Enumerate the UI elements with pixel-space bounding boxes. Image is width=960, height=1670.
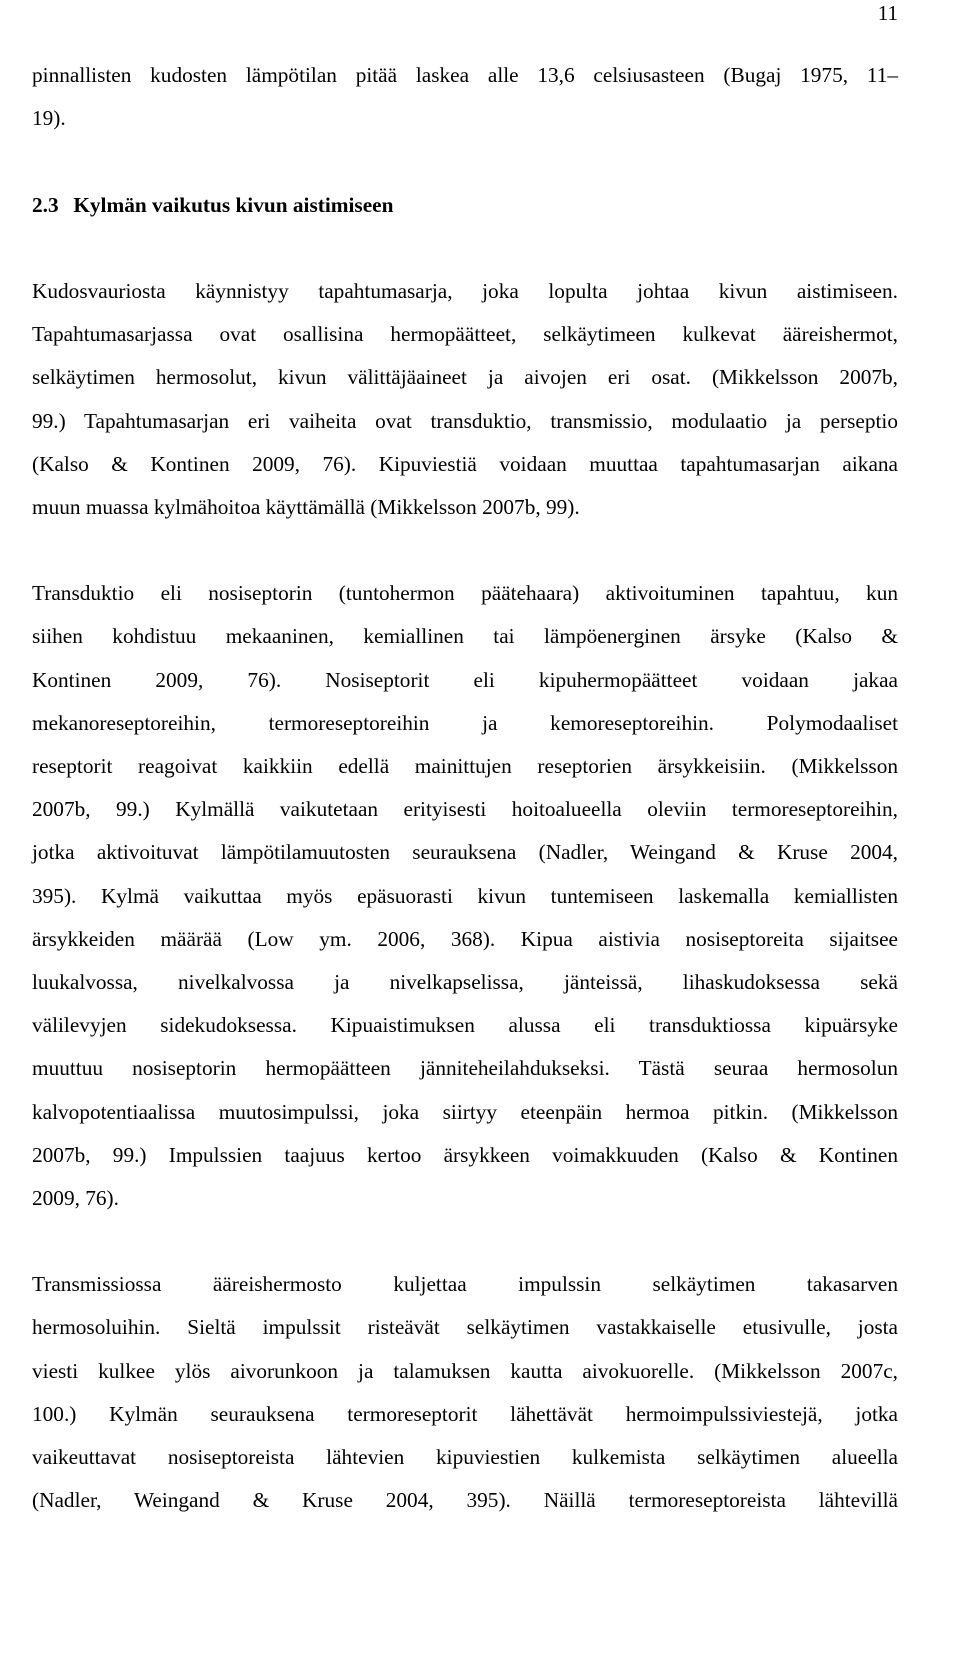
paragraph-continuation (32, 54, 898, 140)
paragraph-line: Transduktio eli nosiseptorin (tuntohermon päätehaara) aktivoituminen tapahtuu, kun (32, 581, 898, 606)
paragraph-line: 2007b, 99.) Kylmällä vaikutetaan erityisesti hoitoalueella oleviin termoreseptoreihin, (32, 797, 898, 822)
paragraph-gap (32, 1220, 898, 1263)
paragraph-gap (32, 140, 898, 183)
paragraph-line: 100.) Kylmän seurauksena termoreseptorit lähettävät hermoimpulssiviestejä, jotka (32, 1401, 898, 1426)
section-number: 2.3 (32, 192, 59, 217)
paragraph-line: siihen kohdistuu mekaaninen, kemiallinen tai lämpöenerginen ärsyke (Kalso & (32, 624, 898, 649)
paragraph-line: muun muassa kylmähoitoa käyttämällä (Mikkelsson 2007b, 99). (32, 494, 580, 519)
paragraph-line: muuttuu nosiseptorin hermopäätteen jänniteheilahdukseksi. Tästä seuraa hermosolun (32, 1056, 898, 1081)
paragraph-line: ärsykkeiden määrää (Low ym. 2006, 368). Kipua aistivia nosiseptoreita sijaitsee (32, 926, 898, 951)
paragraph-line: (Nadler, Weingand & Kruse 2004, 395). Näillä termoreseptoreista lähtevillä (32, 1488, 898, 1513)
paragraph-line: 2007b, 99.) Impulssien taajuus kertoo ärsykkeen voimakkuuden (Kalso & Kontinen (32, 1142, 898, 1167)
paragraph-line: vaikeuttavat nosiseptoreista lähtevien kipuviestien kulkemista selkäytimen alueella (32, 1445, 898, 1469)
paragraph-line: jotka aktivoituvat lämpötilamuutosten seurauksena (Nadler, Weingand & Kruse 2004, (32, 840, 898, 865)
paragraph-line: (Kalso & Kontinen 2009, 76). Kipuviestiä voidaan muuttaa tapahtumasarjan aikana (32, 451, 898, 476)
document-body (32, 54, 898, 1522)
paragraph-line: kalvopotentiaalissa muutosimpulssi, joka siirtyy eteenpäin hermoa pitkin. (Mikkelsson (32, 1099, 898, 1124)
paragraph-line: selkäytimen hermosolut, kivun välittäjäaineet ja aivojen eri osat. (Mikkelsson 2007b, (32, 365, 898, 390)
paragraph (32, 1263, 898, 1522)
paragraph (32, 270, 898, 529)
paragraph-line: 2009, 76). (32, 1185, 119, 1210)
paragraph-line: välilevyjen sidekudoksessa. Kipuaistimuksen alussa eli transduktiossa kipuärsyke (32, 1013, 898, 1038)
paragraph-line: pinnallisten kudosten lämpötilan pitää laskea alle 13,6 celsiusasteen (Bugaj 1975, 11– (32, 63, 898, 87)
section-title: Kylmän vaikutus kivun aistimiseen (73, 192, 394, 217)
paragraph-gap (32, 227, 898, 270)
paragraph-line: Transmissiossa ääreishermosto kuljettaa impulssin selkäytimen takasarven (32, 1272, 898, 1297)
paragraph (32, 572, 898, 1220)
paragraph-line: luukalvossa, nivelkalvossa ja nivelkapselissa, jänteissä, lihaskudoksessa sekä (32, 969, 898, 994)
paragraph-line: 19). (32, 106, 66, 131)
page-number: 11 (877, 1, 898, 25)
paragraph-line: Kudosvauriosta käynnistyy tapahtumasarja, joka lopulta johtaa kivun aistimiseen. (32, 278, 898, 303)
paragraph-line: viesti kulkee ylös aivorunkoon ja talamuksen kautta aivokuorelle. (Mikkelsson 2007c, (32, 1358, 898, 1383)
paragraph-line: Tapahtumasarjassa ovat osallisina hermopäätteet, selkäytimeen kulkevat ääreishermot, (32, 322, 898, 347)
paragraph-line: Kontinen 2009, 76). Nosiseptorit eli kipuhermopäätteet voidaan jakaa (32, 667, 898, 692)
paragraph-gap (32, 529, 898, 572)
paragraph-line: 99.) Tapahtumasarjan eri vaiheita ovat transduktio, transmissio, modulaatio ja perseptio (32, 408, 898, 433)
paragraph-line: reseptorit reagoivat kaikkiin edellä mainittujen reseptorien ärsykkeisiin. (Mikkelsson (32, 754, 898, 778)
paragraph-line: 395). Kylmä vaikuttaa myös epäsuorasti kivun tuntemiseen laskemalla kemiallisten (32, 883, 898, 908)
section-heading (32, 184, 898, 227)
paragraph-line: mekanoreseptoreihin, termoreseptoreihin ja kemoreseptoreihin. Polymodaaliset (32, 710, 898, 735)
paragraph-line: hermosoluihin. Sieltä impulssit risteävät selkäytimen vastakkaiselle etusivulle, josta (32, 1315, 898, 1340)
